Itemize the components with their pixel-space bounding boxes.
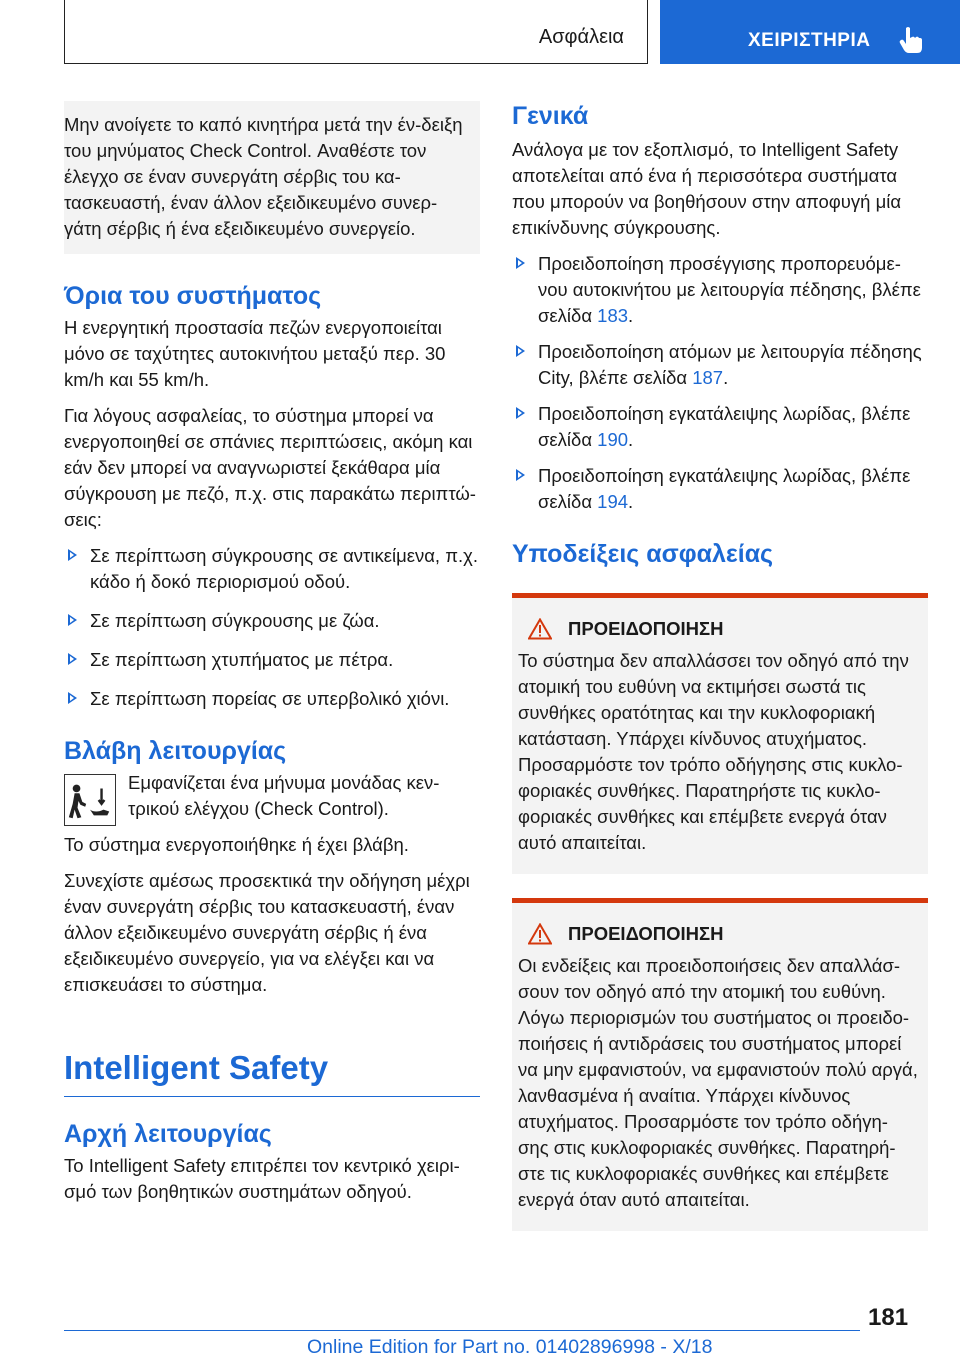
intelligent-safety-heading: Intelligent Safety bbox=[64, 1049, 329, 1086]
list-item: Σε περίπτωση σύγκρουσης σε αντικείμενα, π.χ. κάδο ή δοκό περιορισμού οδού. bbox=[64, 543, 480, 595]
warning-text: Το σύστημα δεν απαλλάσσει τον οδηγό από την ατομική του ευθύνη να εκτιμήσει σωστά τις συνθήκες ορατότητας και την κυκλοφοριακή κατάσταση. Υπάρχει κίνδυνος ατυχήματος. Προσαρμόστε τον τρόπο οδήγησης στις κυκλο-φοριακές συνθήκες. Παρατηρήστε τις κυκλο-φοριακές συνθήκες και επέμβετε ενεργά όταν αυτό απαιτείται. bbox=[518, 650, 909, 853]
left-column bbox=[64, 101, 480, 1205]
footer-rule bbox=[64, 1330, 860, 1331]
fault-paragraph-3: Συνεχίστε αμέσως προσεκτικά την οδήγηση μέχρι έναν συνεργάτη σέρβις του κατασκευαστή, έναν άλλον εξειδικευμένο συνεργάτη σέρβις ή ένα εξειδικευμένο συνεργείο, για να ελέγξει και να επισκευάσει το σύστημα. bbox=[64, 870, 470, 995]
intro-note-text: Μην ανοίγετε το καπό κινητήρα μετά την έν-δειξη του μηνύματος Check Control. Αναθέστε τον έλεγχο σε έναν συνεργάτη σέρβις του κα-τασκευαστή, έναν άλλον εξειδικευμένο συνερ-γάτη σέρβις ή ένα εξειδικευμένο συνεργείο. bbox=[64, 114, 463, 239]
list-item: Σε περίπτωση χτυπήματος με πέτρα. bbox=[64, 647, 480, 673]
right-column bbox=[512, 101, 928, 1231]
warning-triangle-icon bbox=[528, 618, 552, 640]
list-item: Σε περίπτωση πορείας σε υπερβολικό χιόνι. bbox=[64, 686, 480, 712]
principle-heading: Αρχή λειτουργίας bbox=[64, 1120, 272, 1148]
page-number: 181 bbox=[868, 1304, 909, 1331]
warning-box-1 bbox=[512, 593, 928, 874]
page-link[interactable]: 190 bbox=[597, 429, 629, 450]
pedestrian-protection-icon bbox=[64, 774, 116, 826]
list-item: Προειδοποίηση εγκατάλειψης λωρίδας, βλέπε σελίδα 190. bbox=[512, 401, 928, 453]
warning-title: ΠΡΟΕΙΔΟΠΟΙΗΣΗ bbox=[568, 923, 724, 944]
limits-list bbox=[64, 543, 480, 712]
general-list bbox=[512, 251, 928, 515]
header-tab[interactable] bbox=[660, 0, 960, 64]
limits-paragraph-1: Η ενεργητική προστασία πεζών ενεργοποιείται μόνο σε ταχύτητες αυτοκινήτου μεταξύ περ. 30 km/h και 55 km/h. bbox=[64, 317, 446, 390]
header-tab-label: ΧΕΙΡΙΣΤΗΡΙΑ bbox=[748, 30, 871, 51]
bullet-triangle-icon bbox=[516, 407, 525, 419]
list-item: Σε περίπτωση σύγκρουσης με ζώα. bbox=[64, 608, 480, 634]
bullet-triangle-icon bbox=[516, 257, 525, 269]
footer-edition: Online Edition for Part no. 01402896998 - X/18 bbox=[307, 1336, 713, 1358]
warning-triangle-icon bbox=[528, 923, 552, 945]
warning-text: Οι ενδείξεις και προειδοποιήσεις δεν απαλλάσ-σουν τον οδηγό από την ατομική του ευθύνη. Λόγω περιορισμών του συστήματος οι προειδο-ποιήσεις ή αντιδράσεις του συστήματος μπορεί να μην εμφανιστούν, να εμφανιστούν πολύ αργά, λανθασμένα ή αναίτια. Υπάρχει κίνδυνος ατυχήματος. Προσαρμόστε τον τρόπο οδήγη-σης στις κυκλοφοριακές συνθήκες. Παρατηρή-στε τις κυκλοφοριακές συνθήκες και επέμβετε ενεργά όταν αυτό απαιτείται. bbox=[518, 955, 918, 1210]
bullet-triangle-icon bbox=[68, 614, 77, 626]
page-link[interactable]: 194 bbox=[597, 491, 629, 512]
hand-pointer-icon bbox=[898, 26, 924, 54]
general-paragraph: Ανάλογα με τον εξοπλισμό, το Intelligent Safety αποτελείται από ένα ή περισσότερα συστήματα που μπορούν να βοηθήσουν στην αποφυγή μία επικίνδυνης σύγκρουσης. bbox=[512, 139, 902, 238]
limits-heading: Όρια του συστήματος bbox=[64, 282, 322, 310]
bullet-triangle-icon bbox=[68, 692, 77, 704]
heading-rule bbox=[64, 1096, 480, 1097]
safety-tips-heading: Υποδείξεις ασφαλείας bbox=[512, 540, 774, 568]
intro-note-box bbox=[64, 101, 480, 254]
fault-message-block bbox=[64, 770, 480, 858]
page-link[interactable]: 183 bbox=[597, 305, 629, 326]
limits-paragraph-2: Για λόγους ασφαλείας, το σύστημα μπορεί να ενεργοποιηθεί σε σπάνιες περιπτώσεις, ακόμη και εάν δεν μπορεί να αναγνωριστεί ξεκάθαρα μία σύγκρουση με πεζό, π.χ. στις παρακάτω περιπτώ-σεις: bbox=[64, 405, 476, 530]
general-heading: Γενικά bbox=[512, 102, 589, 130]
principle-paragraph: Το Intelligent Safety επιτρέπει τον κεντρικό χειρι-σμό των βοηθητικών συστημάτων οδηγού. bbox=[64, 1155, 460, 1202]
header-section-title: Ασφάλεια bbox=[538, 26, 624, 48]
bullet-triangle-icon bbox=[516, 345, 525, 357]
warning-title: ΠΡΟΕΙΔΟΠΟΙΗΣΗ bbox=[568, 618, 724, 639]
bullet-triangle-icon bbox=[68, 549, 77, 561]
bullet-triangle-icon bbox=[68, 653, 77, 665]
fault-paragraph-2: Το σύστημα ενεργοποιήθηκε ή έχει βλάβη. bbox=[64, 834, 409, 855]
fault-paragraph-1: Εμφανίζεται ένα μήνυμα μονάδας κεν-τρικού ελέγχου (Check Control). bbox=[128, 772, 440, 819]
warning-box-2 bbox=[512, 898, 928, 1231]
list-item: Προειδοποίηση εγκατάλειψης λωρίδας, βλέπε σελίδα 194. bbox=[512, 463, 928, 515]
bullet-triangle-icon bbox=[516, 469, 525, 481]
fault-heading: Βλάβη λειτουργίας bbox=[64, 737, 287, 765]
list-item: Προειδοποίηση προσέγγισης προπορευόμε-νου αυτοκινήτου με λειτουργία πέδησης, βλέπε σελίδα 183. bbox=[512, 251, 928, 329]
page-link[interactable]: 187 bbox=[692, 367, 724, 388]
list-item: Προειδοποίηση ατόμων με λειτουργία πέδησης City, βλέπε σελίδα 187. bbox=[512, 339, 928, 391]
